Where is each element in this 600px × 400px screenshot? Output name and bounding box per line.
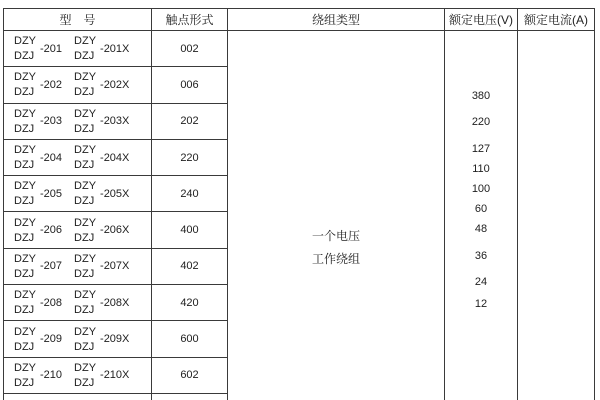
model-prefix-bottom: DZJ bbox=[74, 304, 95, 317]
voltage-value: 24 bbox=[474, 276, 488, 288]
voltage-value: 36 bbox=[474, 250, 488, 262]
model-suffix: -204X bbox=[100, 151, 130, 164]
winding-type-line: 工作绕组 bbox=[311, 252, 360, 266]
model-pair-right bbox=[74, 252, 129, 281]
voltage-value: 127 bbox=[471, 143, 491, 155]
model-prefix-stack bbox=[14, 216, 36, 245]
header-model: 型 号 bbox=[4, 9, 152, 30]
model-suffix: -207 bbox=[40, 260, 63, 273]
model-suffix: -205X bbox=[100, 187, 130, 200]
model-prefix-bottom: DZJ bbox=[74, 159, 95, 172]
model-prefix-stack bbox=[74, 143, 96, 172]
model-prefix-bottom: DZJ bbox=[74, 86, 95, 99]
contact-form-cell: 002 bbox=[152, 31, 227, 67]
relay-spec-table bbox=[3, 8, 595, 400]
model-prefix-stack bbox=[74, 252, 96, 281]
winding-type-cell bbox=[228, 31, 445, 400]
model-cell bbox=[4, 321, 151, 357]
model-prefix-bottom: DZJ bbox=[14, 267, 35, 280]
contact-form-cell: 400 bbox=[152, 212, 227, 248]
model-prefix-top: DZY bbox=[74, 252, 97, 265]
model-suffix: -202X bbox=[100, 78, 130, 91]
model-prefix-top: DZY bbox=[74, 216, 97, 229]
rated-voltage-cell bbox=[445, 31, 518, 400]
voltage-value: 100 bbox=[471, 183, 491, 195]
model-prefix-stack bbox=[14, 252, 36, 281]
model-prefix-bottom: DZJ bbox=[14, 50, 35, 63]
model-prefix-top: DZY bbox=[74, 325, 97, 338]
model-pair-left bbox=[14, 179, 62, 208]
voltage-value: 60 bbox=[474, 203, 488, 215]
model-prefix-top: DZY bbox=[14, 289, 36, 302]
model-prefix-bottom: DZJ bbox=[74, 50, 95, 63]
model-pair-left bbox=[14, 252, 62, 281]
contact-form-cell: 006 bbox=[152, 67, 227, 103]
model-suffix: -201X bbox=[100, 42, 130, 55]
model-pair-right bbox=[74, 361, 129, 390]
model-cell bbox=[4, 285, 151, 321]
model-pair-right bbox=[74, 34, 129, 63]
model-prefix-stack bbox=[74, 361, 96, 390]
model-prefix-bottom: DZJ bbox=[14, 195, 35, 208]
contact-form-cell: 220 bbox=[152, 140, 227, 176]
model-prefix-top: DZY bbox=[74, 35, 97, 48]
model-prefix-stack bbox=[14, 143, 36, 172]
model-column bbox=[4, 31, 152, 400]
voltage-value: 110 bbox=[472, 163, 490, 175]
model-pair-right bbox=[74, 325, 129, 354]
model-prefix-stack bbox=[74, 107, 96, 136]
model-prefix-bottom: DZJ bbox=[74, 267, 95, 280]
header-winding-type: 绕组类型 bbox=[228, 9, 445, 30]
contact-form-cell: 420 bbox=[152, 285, 227, 321]
model-prefix-bottom: DZJ bbox=[74, 340, 95, 353]
model-prefix-top: DZY bbox=[74, 107, 97, 120]
contact-form-cell: 600 bbox=[152, 321, 227, 357]
model-pair-right bbox=[74, 216, 129, 245]
model-prefix-bottom: DZJ bbox=[14, 376, 35, 389]
model-prefix-stack bbox=[74, 216, 96, 245]
model-suffix: -203X bbox=[100, 115, 130, 128]
model-suffix: -203 bbox=[40, 115, 63, 128]
model-prefix-top: DZY bbox=[14, 180, 36, 193]
header-rated-voltage: 额定电压(V) bbox=[445, 9, 518, 30]
model-pair-left bbox=[14, 70, 62, 99]
model-pair-left bbox=[14, 143, 62, 172]
model-prefix-bottom: DZJ bbox=[14, 86, 35, 99]
model-prefix-top: DZY bbox=[14, 325, 36, 338]
model-pair-left bbox=[14, 325, 62, 354]
model-prefix-bottom: DZJ bbox=[74, 195, 95, 208]
model-prefix-top: DZY bbox=[14, 361, 36, 374]
model-prefix-stack bbox=[74, 288, 96, 317]
model-prefix-bottom: DZJ bbox=[14, 304, 35, 317]
model-suffix: -206 bbox=[40, 224, 63, 237]
contact-form-cell: 402 bbox=[152, 249, 227, 285]
voltage-value: 380 bbox=[471, 90, 491, 102]
model-prefix-top: DZY bbox=[14, 35, 36, 48]
model-cell bbox=[4, 212, 151, 248]
model-suffix: -206X bbox=[100, 224, 130, 237]
contact-form-cell: 202 bbox=[152, 104, 227, 140]
model-pair-right bbox=[74, 179, 129, 208]
model-prefix-stack bbox=[14, 107, 36, 136]
model-suffix: -210 bbox=[40, 369, 63, 382]
header-rated-current: 额定电流(A) bbox=[524, 13, 588, 27]
contact-form-cell: 240 bbox=[152, 176, 227, 212]
model-pair-left bbox=[14, 288, 62, 317]
model-prefix-top: DZY bbox=[74, 71, 97, 84]
model-pair-right bbox=[74, 143, 129, 172]
model-cell bbox=[4, 140, 151, 176]
model-cell bbox=[4, 176, 151, 212]
header-contact-form: 触点形式 bbox=[152, 9, 228, 30]
model-cell bbox=[4, 358, 151, 394]
model-pair-right bbox=[74, 107, 129, 136]
model-prefix-stack bbox=[14, 70, 36, 99]
winding-type-line: 一个电压 bbox=[311, 229, 360, 243]
model-prefix-stack bbox=[14, 325, 36, 354]
model-prefix-stack bbox=[14, 361, 36, 390]
model-prefix-stack bbox=[74, 179, 96, 208]
model-prefix-stack bbox=[14, 34, 36, 63]
rated-current-cell bbox=[518, 31, 594, 400]
model-suffix: -209 bbox=[40, 333, 63, 346]
model-suffix: -209X bbox=[100, 333, 130, 346]
model-prefix-top: DZY bbox=[14, 71, 36, 84]
model-prefix-bottom: DZJ bbox=[14, 159, 35, 172]
model-prefix-bottom: DZJ bbox=[14, 340, 35, 353]
model-prefix-stack bbox=[14, 179, 36, 208]
model-prefix-stack bbox=[74, 70, 96, 99]
model-prefix-stack bbox=[14, 288, 36, 317]
model-pair-right bbox=[74, 70, 129, 99]
model-cell bbox=[4, 104, 151, 140]
model-pair-right bbox=[74, 288, 129, 317]
model-pair-left bbox=[14, 216, 62, 245]
model-prefix-stack bbox=[74, 34, 96, 63]
voltage-value: 48 bbox=[474, 223, 488, 235]
model-suffix: -208X bbox=[100, 296, 130, 309]
model-suffix: -205 bbox=[40, 187, 63, 200]
model-suffix: -201 bbox=[40, 42, 63, 55]
model-suffix: -204 bbox=[40, 151, 63, 164]
model-pair-left bbox=[14, 107, 62, 136]
model-prefix-top: DZY bbox=[74, 361, 97, 374]
model-pair-left bbox=[14, 34, 62, 63]
model-cell bbox=[4, 67, 151, 103]
voltage-value: 220 bbox=[471, 116, 491, 128]
model-suffix: -202 bbox=[40, 78, 63, 91]
table-body bbox=[4, 31, 594, 400]
contact-column bbox=[152, 31, 228, 400]
model-prefix-top: DZY bbox=[74, 289, 97, 302]
voltage-value: 12 bbox=[474, 298, 488, 310]
model-prefix-bottom: DZJ bbox=[74, 231, 95, 244]
model-suffix: -210X bbox=[100, 369, 130, 382]
model-prefix-top: DZY bbox=[74, 180, 97, 193]
model-prefix-top: DZY bbox=[14, 107, 36, 120]
model-prefix-bottom: DZJ bbox=[74, 376, 95, 389]
model-prefix-bottom: DZJ bbox=[14, 122, 35, 135]
model-suffix: -208 bbox=[40, 296, 63, 309]
model-cell bbox=[4, 249, 151, 285]
model-prefix-stack bbox=[74, 325, 96, 354]
model-prefix-top: DZY bbox=[74, 144, 97, 157]
table-header-row bbox=[4, 9, 594, 31]
contact-form-cell: 602 bbox=[152, 358, 227, 394]
model-prefix-bottom: DZJ bbox=[74, 122, 95, 135]
model-prefix-top: DZY bbox=[14, 144, 36, 157]
model-cell bbox=[4, 31, 151, 67]
model-pair-left bbox=[14, 361, 62, 390]
model-suffix: -207X bbox=[100, 260, 130, 273]
model-prefix-top: DZY bbox=[14, 252, 36, 265]
model-prefix-top: DZY bbox=[14, 216, 36, 229]
model-prefix-bottom: DZJ bbox=[14, 231, 35, 244]
